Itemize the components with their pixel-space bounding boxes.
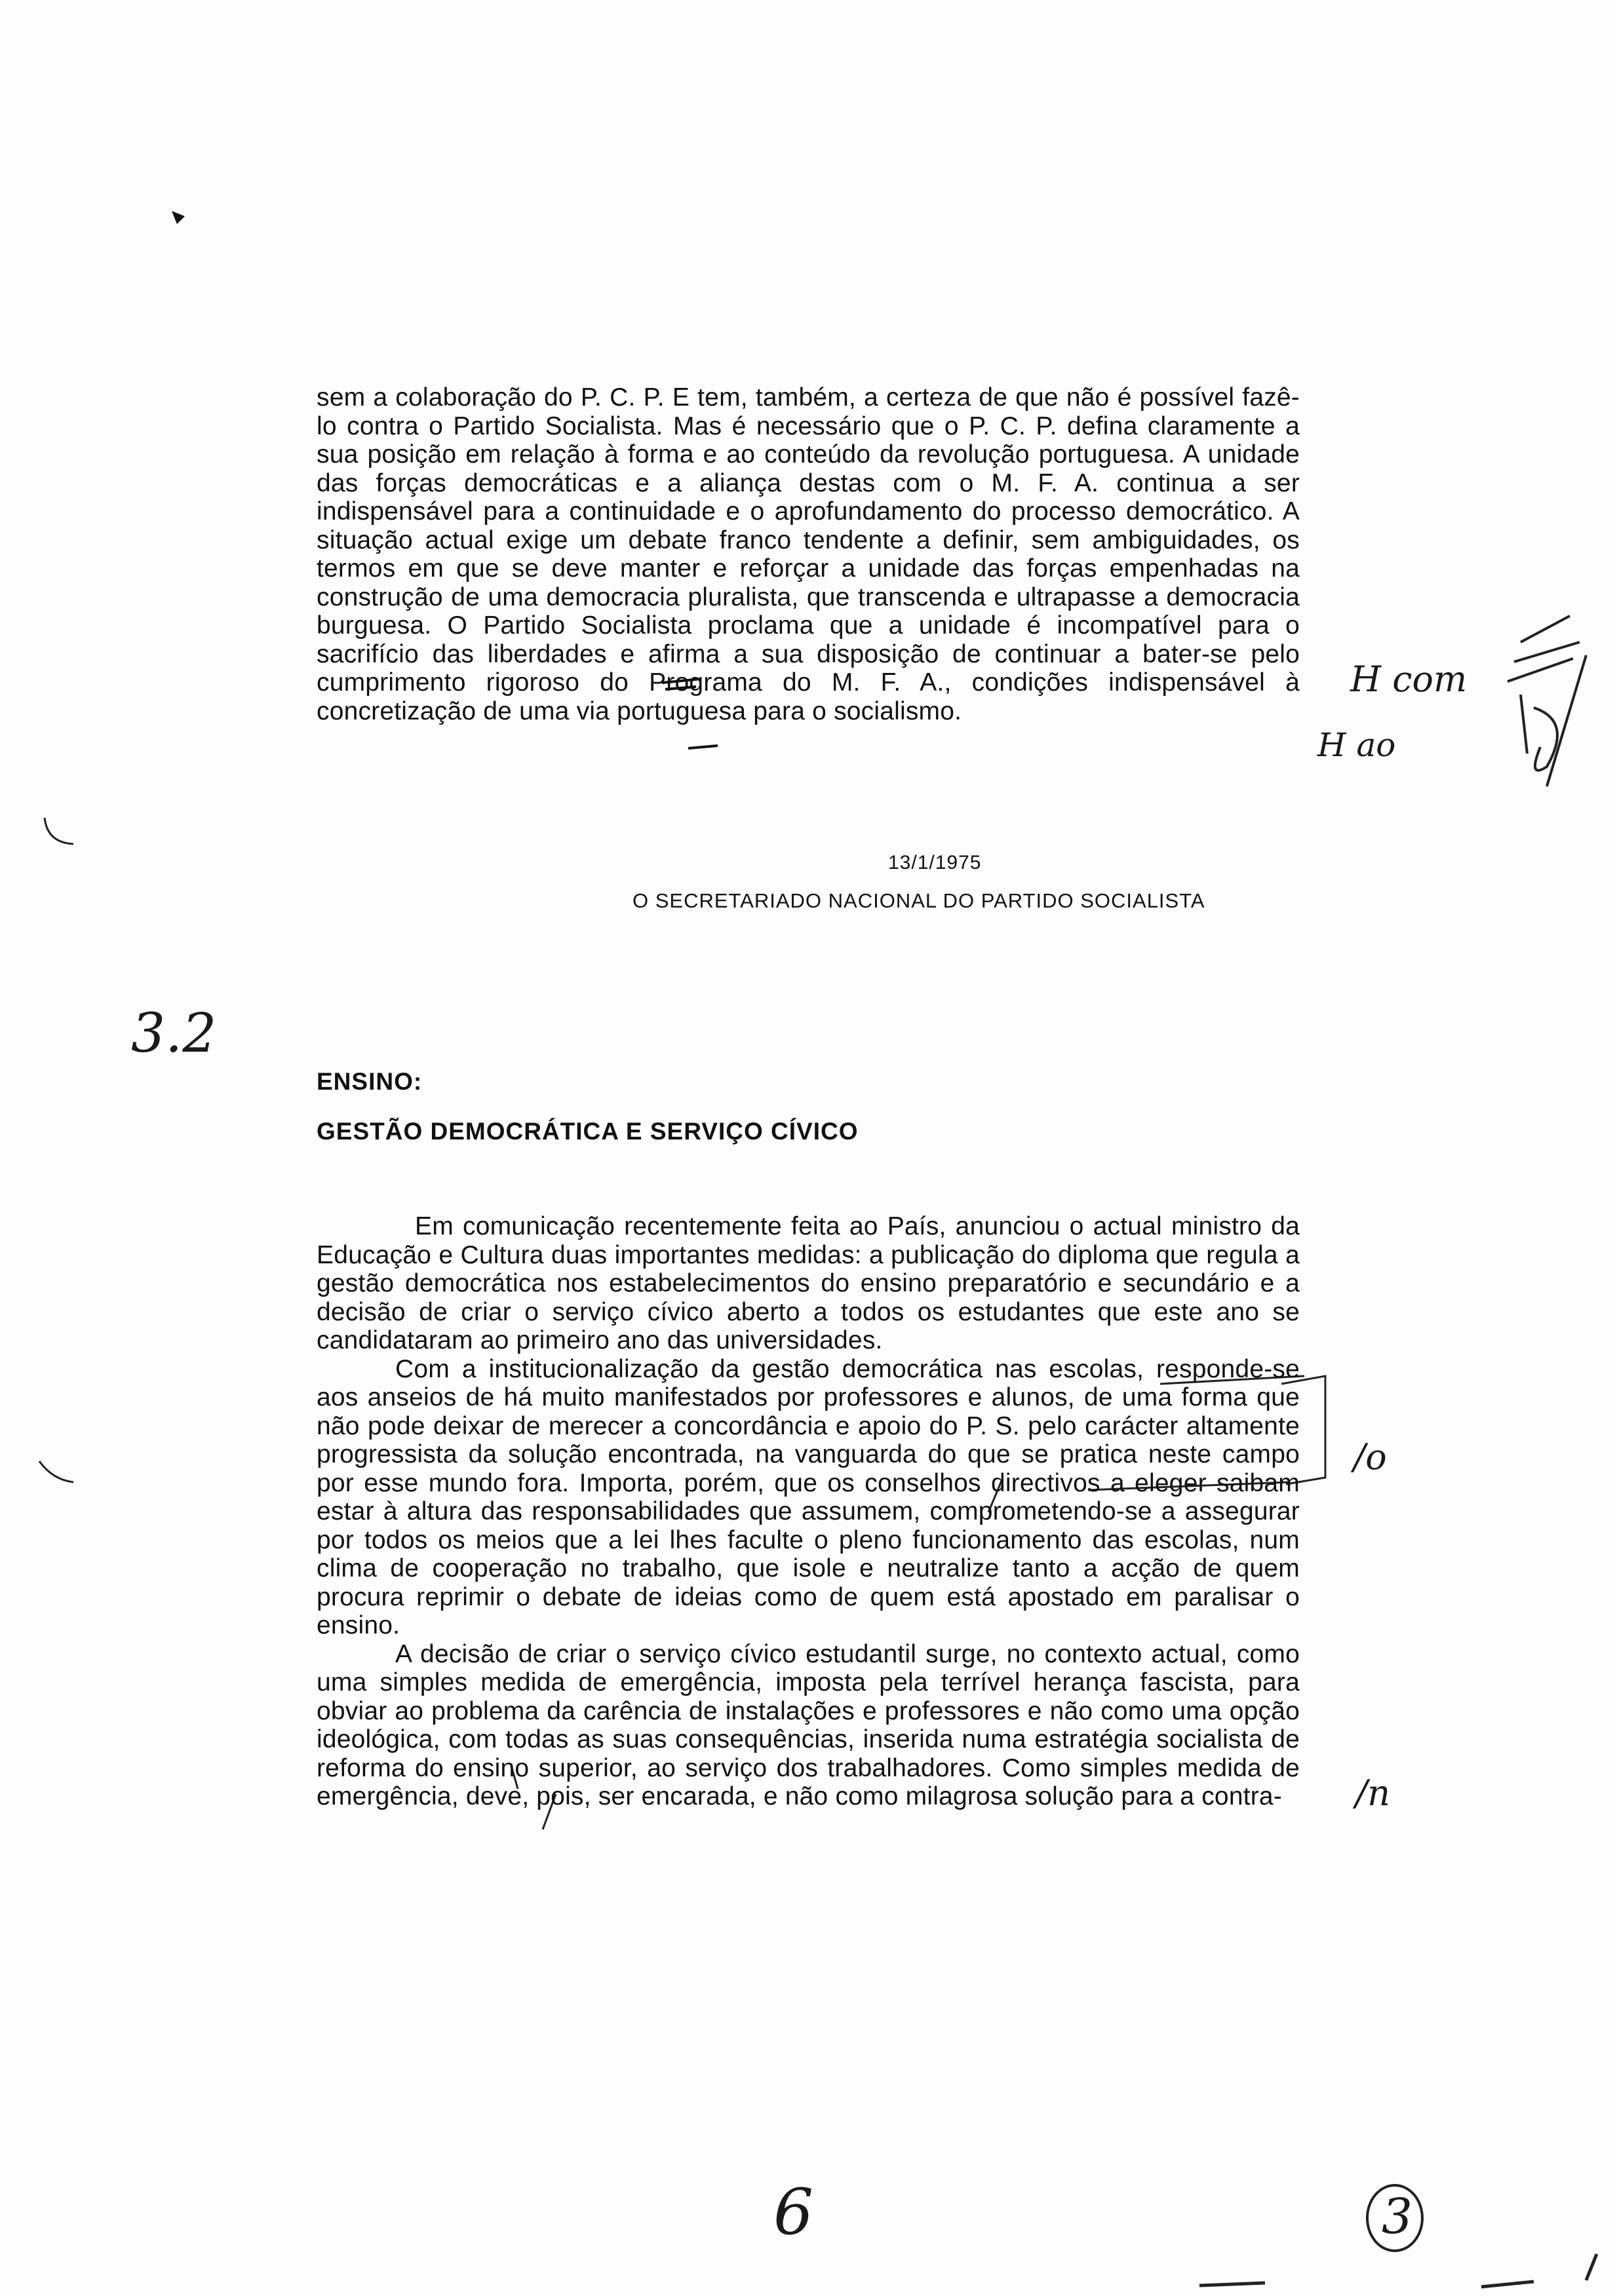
section-label: ENSINO: [317, 1068, 423, 1095]
margin-note: /o [1353, 1436, 1387, 1478]
signature-organization: O SECRETARIADO NACIONAL DO PARTIDO SOCIALISTA [632, 889, 1205, 912]
scan-edge-mark [1199, 2254, 1597, 2287]
margin-curve-mark [45, 818, 73, 844]
article-body [317, 1212, 1300, 1811]
scan-dot-mark [172, 211, 185, 224]
section-number-handwritten: 3.2 [131, 1003, 217, 1065]
strike-mark [688, 746, 718, 748]
page-number-handwritten: 6 [773, 2175, 814, 2249]
paragraph-continuation [317, 383, 1300, 725]
signature-date: 13/1/1975 [888, 852, 982, 873]
body-paragraph: A decisão de criar o serviço cívico estudantil surge, no contexto actual, como uma simples medida de emergência, imposta pela terrível herança fascista, para obviar ao problema da carência de instalações e professores e não como uma opção ideológica, com todas as suas consequências, inserida numa estratégia socialista de reforma do ensino superior, ao serviço dos trabalhadores. Como simples medida de emergência, deve, pois, ser encarada, e não como milagrosa solução para a contra- [317, 1639, 1300, 1810]
margin-note: H com [1350, 659, 1468, 700]
paragraph-text: sem a colaboração do P. C. P. E tem, também, a certeza de que não é possível fazê-lo contra o Partido Socialista. Mas é necessário que o P. C. P. defina claramente a sua posição em relação à forma e ao conteúdo da revolução portuguesa. A unidade das forças democráticas e a aliança destas com o M. F. A. continua a ser indispensável para a continuidade e o aprofundamento do processo democrático. A situação actual exige um debate franco tendente a definir, sem ambiguidades, os termos em que se deve manter e reforçar a unidade das forças empenhadas na construção de uma democracia pluralista, que transcenda e ultrapasse a democracia burguesa. O Partido Socialista proclama que a unidade é incompatível para o sacrifício das liberdades e afirma a sua disposição de continuar a bater-se pelo cumprimento rigoroso do Programa do M. F. A., condições indispensável à concretização de uma via portuguesa para o socialismo. [317, 383, 1300, 725]
scribble-mark [1508, 616, 1586, 786]
circled-page-number: 3 [1382, 2189, 1413, 2245]
body-paragraph: Com a institucionalização da gestão democrática nas escolas, responde-se aos anseios de há muito manifestados por professores e alunos, de uma forma que não pode deixar de merecer a concordância e apoio do P. S. pelo carácter altamente progressista da solução encontrada, na vanguarda do que se pratica neste campo por esse mundo fora. Importa, porém, que os conselhos directivos a eleger saibam estar à altura das responsabilidades que assumem, comprometendo-se a assegurar por todos os meios que a lei lhes faculte o pleno funcionamento das escolas, num clima de cooperação no trabalho, que isole e neutralize tanto a acção de quem procura reprimir o debate de ideias como de quem está apostado em paralisar o ensino. [317, 1354, 1300, 1639]
margin-curve-mark [39, 1461, 73, 1482]
margin-note: H ao [1317, 726, 1396, 764]
body-paragraph: Em comunicação recentemente feita ao País, anunciou o actual ministro da Educação e Cultura duas importantes medidas: a publicação do diploma que regula a gestão democrática nos estabelecimentos do ensino preparatório e secundário e a decisão de criar o serviço cívico aberto a todos os estudantes que este ano se candidataram ao primeiro ano das universidades. [317, 1212, 1300, 1354]
margin-note: /n [1355, 1772, 1390, 1814]
section-heading: GESTÃO DEMOCRÁTICA E SERVIÇO CÍVICO [317, 1118, 859, 1145]
